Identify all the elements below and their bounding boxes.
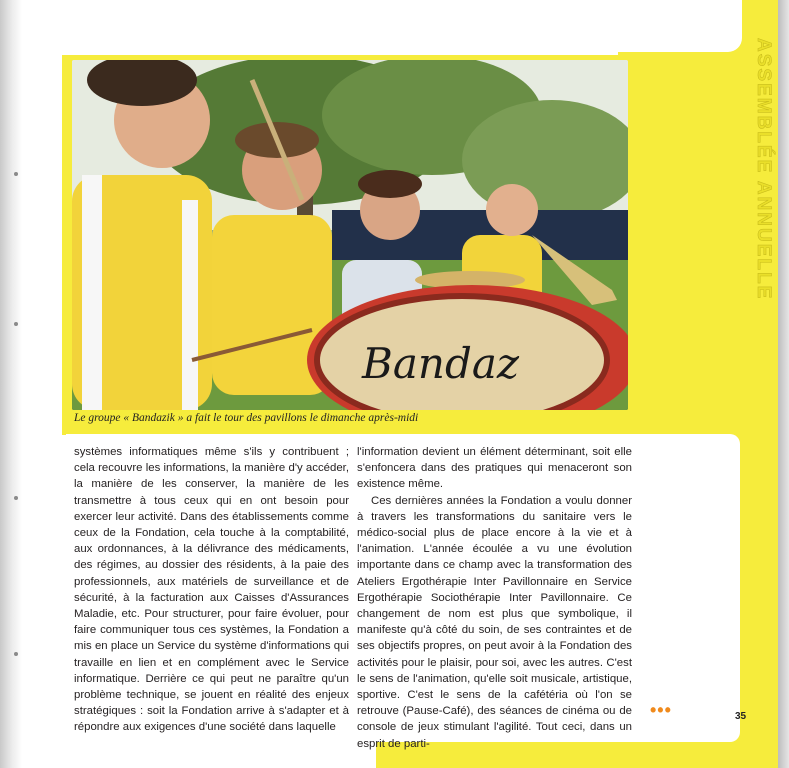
top-white-panel bbox=[22, 0, 742, 52]
binding-mark bbox=[14, 496, 18, 500]
page-edge bbox=[778, 0, 789, 768]
section-title: ASSEMBLÉE ANNUELLE bbox=[753, 38, 774, 301]
article-paragraph: Ces dernières années la Fondation a voulu donner à travers les transformations du sanitaire vers le médico-social plus de place encore à la vie et à l'animation. L'année écoulée a vu une évolution importante dans ce champ avec la transformation des Ateliers Ergothérapie Inter Pavillonnaire en Service Ergothérapie Sociothérapie Inter Pavillonnaire. Ce changement de nom est plus que symbolique, il manifeste qu'à côté du soin, de ses contraintes et de ses objectifs propres, on peut avoir à la Fondation des activités pour le plaisir, pour soi, avec les autres. C'est le sens de l'animation, qu'elle soit musicale, artistique, sportive. C'est le sens de la cafétéria où l'on se retrouve (Pause-Café), des séances de cinéma ou de console de jeux stimulant l'agilité. Tout ceci, dans un esprit de parti- bbox=[357, 494, 632, 750]
decorative-dots: ••• bbox=[650, 700, 672, 720]
binding-gutter bbox=[0, 0, 22, 768]
page-number: 35 bbox=[735, 711, 747, 722]
binding-mark bbox=[14, 322, 18, 326]
article-column-left bbox=[74, 444, 349, 736]
band-illustration bbox=[72, 60, 628, 410]
binding-mark bbox=[14, 172, 18, 176]
binding-mark bbox=[14, 652, 18, 656]
photo-caption: Le groupe « Bandazik » a fait le tour des pavillons le dimanche après-midi bbox=[74, 412, 419, 424]
article-column-right bbox=[357, 444, 632, 752]
article-paragraph: l'information devient un élément déterminant, soit elle s'enfoncera dans des pratiques qui menaceront son existence même. bbox=[357, 446, 632, 491]
article-paragraph: systèmes informatiques même s'ils y contribuent ; cela recouvre les informations, la manière d'y accéder, la manière de les conserver, la manière de les transmettre à tous ceux qui en ont besoin pour exercer leur activité. Dans des établissements comme ceux de la Fondation, cela touche à la comptabilité, aux ordonnances, à la délivrance des médicaments, des régimes, au dossier des résidents, à la paie des professionnels, aux matériels de surveillance et de sécurité, à la facturation aux Caisses d'Assurances Maladie, etc. Pour structurer, pour faire évoluer, pour faire communiquer tous ces systèmes, la Fondation a mis en place un Service du système d'informations qui travaille en lien et en complément avec le Service informatique. Derrière ce qui peut ne paraître qu'un problème technique, se jouent en réalité des enjeux stratégiques : soit la Fondation arrive à s'adapter et à répondre aux exigences d'une société dans laquelle bbox=[74, 446, 349, 734]
band-photo bbox=[72, 60, 628, 410]
drum-lettering: Bandaz bbox=[362, 339, 520, 388]
